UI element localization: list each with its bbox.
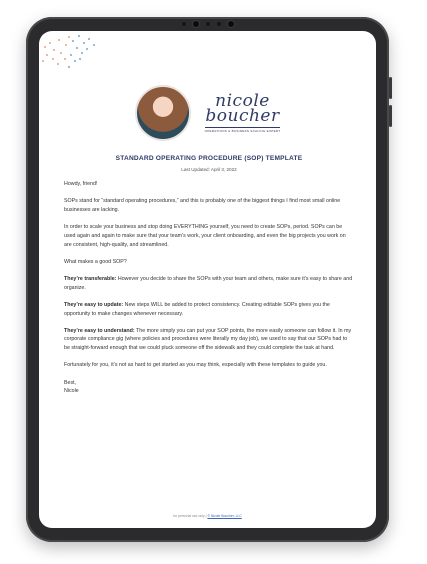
question-text: What makes a good SOP? (64, 258, 127, 265)
point-text: The more simply you can put your SOP points, the more easily someone can follow it. In my corporate compliance gig (where policies and procedures were literally my day job), we used to say that our SOPs had to be straight-forward enough that we could pluck someone off the sidewalk and they could complete the task at hand. (64, 327, 352, 352)
brand-logo (204, 90, 281, 133)
footer-text: for personal use only | (173, 514, 208, 518)
paragraph-scale: In order to scale your business and stop doing EVERYTHING yourself, you need to create SOPs, period. SOPs can be used again and again to make sure that your team’s work, your client onboarding, and even the big projects you work on are consistent, high-quality, and streamlined. (64, 224, 346, 248)
volume-button (389, 105, 392, 127)
point-label: They’re transferable: (64, 275, 117, 282)
point-easy-understand (64, 327, 354, 353)
volume-button (389, 77, 392, 99)
point-text: New steps WILL be added to protect consistency. Creating editable SOPs gives you the opportunity to make changes whenever necessary. (64, 301, 330, 317)
point-label: They’re easy to understand: (64, 327, 135, 334)
footer-link[interactable]: © Nicole Boucher, LLC (207, 514, 242, 518)
tablet-device (26, 17, 389, 542)
last-updated: Last Updated: April 3, 2022 (181, 167, 237, 172)
paragraph-intro: SOPs stand for “standard operating procedures,” and this is probably one of the biggest things I find most small online businesses are lacking. (64, 198, 341, 213)
sensor-dot (206, 22, 210, 26)
point-label: They’re easy to update: (64, 301, 124, 308)
sign-off: Best, (64, 379, 77, 386)
document-header (39, 85, 376, 141)
camera-bar (182, 21, 234, 27)
document-body (64, 155, 354, 404)
signature: Nicole (64, 388, 79, 395)
point-text: However you decide to share the SOPs with your team and others, make sure it’s easy to share and organize. (64, 275, 353, 291)
footer (39, 514, 376, 518)
decorative-dots (39, 31, 109, 81)
paragraph-closing: Fortunately for you, it’s not as hard to get started as you may think, especially with these templates to guide you. (64, 362, 327, 369)
greeting: Howdy, friend! (64, 181, 98, 187)
camera-icon (193, 21, 199, 27)
logo-tagline: OPERATIONS & BUSINESS SCALING EXPERT (204, 128, 281, 133)
author-photo (135, 85, 191, 141)
point-transferable (64, 275, 354, 292)
page-title: STANDARD OPERATING PROCEDURE (SOP) TEMPLATE (115, 155, 303, 162)
sensor-dot (217, 22, 221, 26)
point-easy-update (64, 301, 354, 318)
sensor-dot (182, 22, 186, 26)
tablet-screen (39, 31, 376, 528)
camera-icon (228, 21, 234, 27)
body-text (64, 180, 354, 396)
logo-script-text: nicole boucher (205, 90, 280, 126)
